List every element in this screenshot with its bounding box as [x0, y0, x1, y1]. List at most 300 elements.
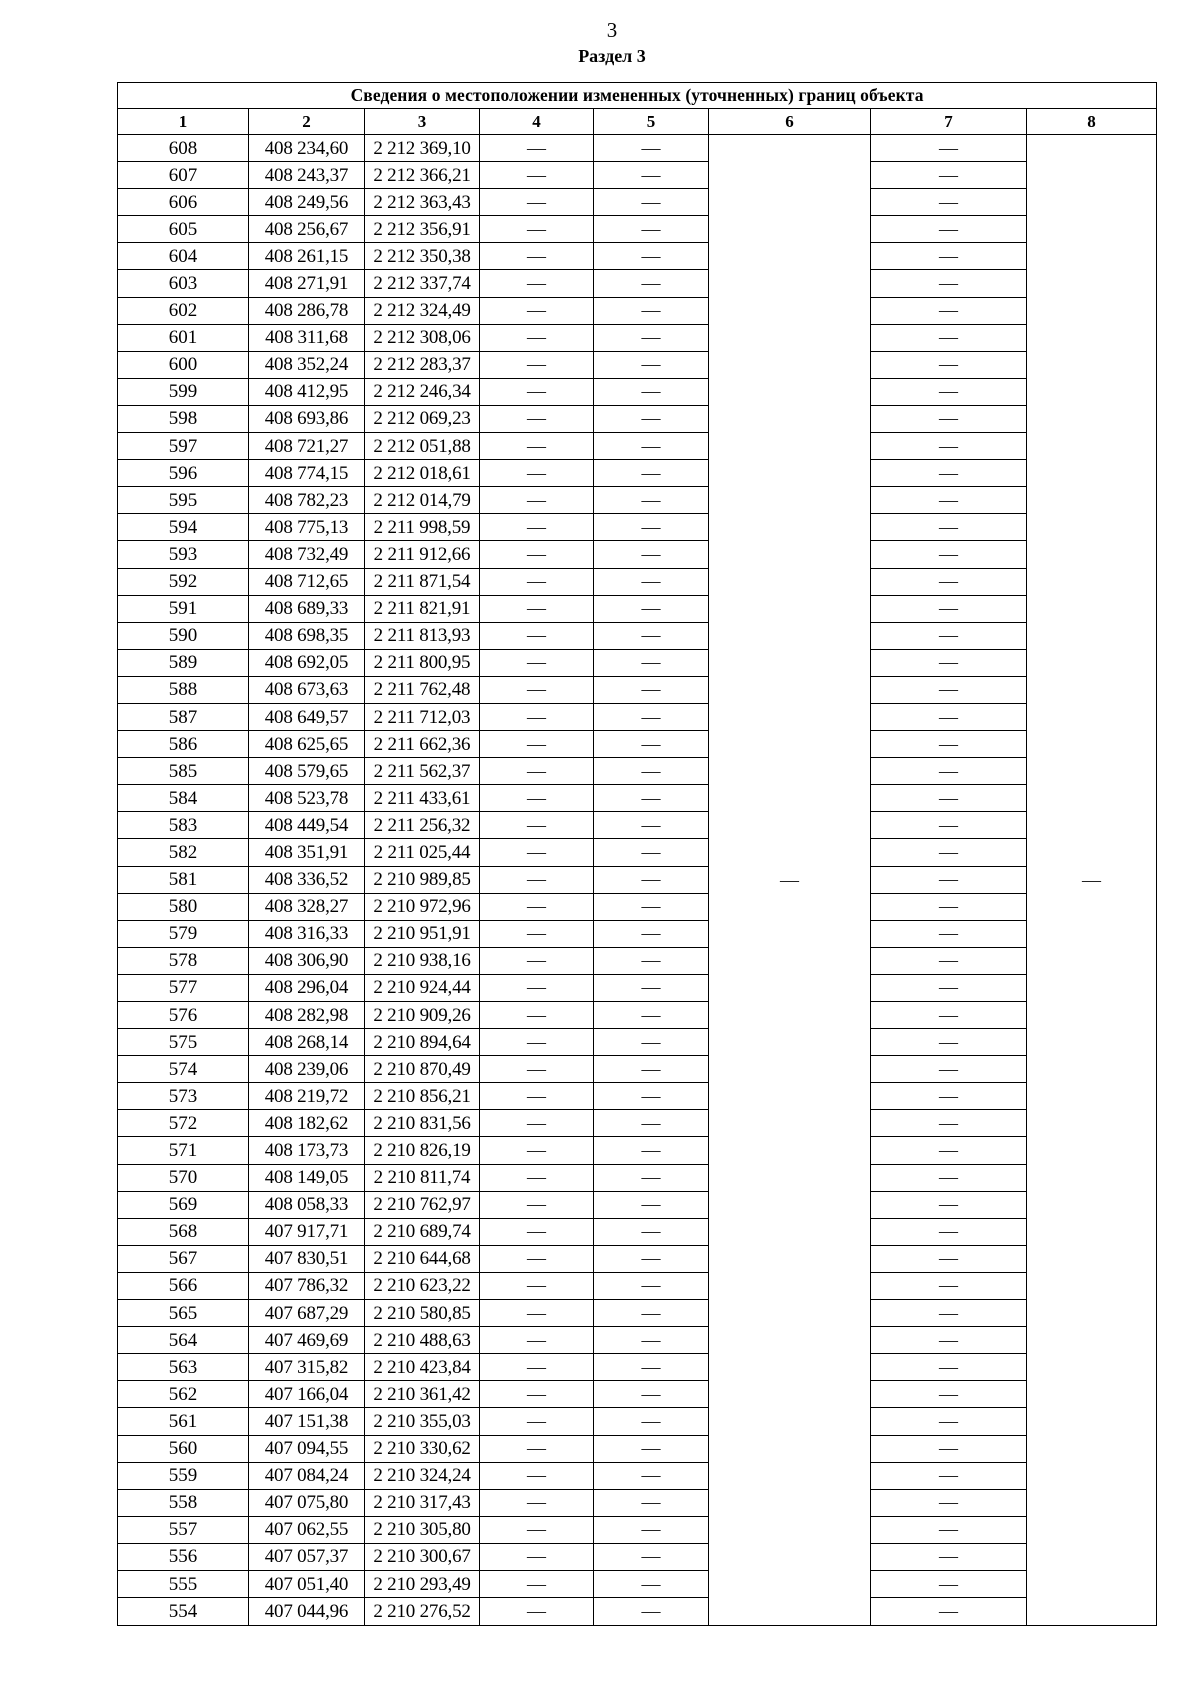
y-coordinate-cell: 2 211 662,36: [365, 731, 480, 758]
x-coordinate-cell: 407 062,55: [249, 1516, 365, 1543]
column-7-cell: —: [871, 189, 1027, 216]
x-coordinate-cell: 408 351,91: [249, 839, 365, 866]
column-4-cell: —: [480, 216, 594, 243]
y-coordinate-cell: 2 210 317,43: [365, 1489, 480, 1516]
column-5-cell: —: [594, 216, 709, 243]
x-coordinate-cell: 407 044,96: [249, 1598, 365, 1626]
x-coordinate-cell: 408 243,37: [249, 162, 365, 189]
table-row: [118, 866, 1157, 893]
point-number-cell: 555: [118, 1570, 249, 1597]
point-number-cell: 571: [118, 1137, 249, 1164]
column-7-cell: —: [871, 270, 1027, 297]
column-5-cell: —: [594, 405, 709, 432]
x-coordinate-cell: 408 239,06: [249, 1056, 365, 1083]
column-7-cell: —: [871, 1516, 1027, 1543]
section-title: Раздел 3: [578, 46, 646, 66]
y-coordinate-cell: 2 212 363,43: [365, 189, 480, 216]
point-number-cell: 572: [118, 1110, 249, 1137]
column-7-cell: —: [871, 1570, 1027, 1597]
column-7-cell: —: [871, 947, 1027, 974]
column-number-1: 1: [118, 109, 249, 135]
column-7-cell: —: [871, 676, 1027, 703]
column-7-cell: —: [871, 703, 1027, 730]
y-coordinate-cell: 2 210 989,85: [365, 866, 480, 893]
table-row: [118, 433, 1157, 460]
column-5-cell: —: [594, 433, 709, 460]
point-number-cell: 587: [118, 703, 249, 730]
table-row: [118, 974, 1157, 1001]
table-row: [118, 1516, 1157, 1543]
column-7-cell: —: [871, 216, 1027, 243]
table-row: [118, 1300, 1157, 1327]
column-7-cell: —: [871, 1191, 1027, 1218]
column-5-cell: —: [594, 785, 709, 812]
caption-row: [118, 83, 1157, 109]
column-5-cell: —: [594, 1327, 709, 1354]
column-7-cell: —: [871, 1272, 1027, 1299]
column-4-cell: —: [480, 1381, 594, 1408]
y-coordinate-cell: 2 211 821,91: [365, 595, 480, 622]
column-4-cell: —: [480, 405, 594, 432]
x-coordinate-cell: 408 296,04: [249, 974, 365, 1001]
column-5-cell: —: [594, 866, 709, 893]
table-row: [118, 1164, 1157, 1191]
point-number-cell: 595: [118, 487, 249, 514]
column-7-cell: —: [871, 162, 1027, 189]
column-4-cell: —: [480, 324, 594, 351]
table-row: [118, 1110, 1157, 1137]
column-4-cell: —: [480, 270, 594, 297]
point-number-cell: 562: [118, 1381, 249, 1408]
table-row: [118, 135, 1157, 162]
point-number-cell: 570: [118, 1164, 249, 1191]
point-number-cell: 591: [118, 595, 249, 622]
column-4-cell: —: [480, 297, 594, 324]
point-number-cell: 566: [118, 1272, 249, 1299]
point-number-cell: 604: [118, 243, 249, 270]
table-row: [118, 1272, 1157, 1299]
point-number-cell: 584: [118, 785, 249, 812]
table-row: [118, 622, 1157, 649]
y-coordinate-cell: 2 210 894,64: [365, 1029, 480, 1056]
x-coordinate-cell: 408 649,57: [249, 703, 365, 730]
column-5-cell: —: [594, 1462, 709, 1489]
y-coordinate-cell: 2 210 423,84: [365, 1354, 480, 1381]
point-number-cell: 567: [118, 1245, 249, 1272]
table-row: [118, 1056, 1157, 1083]
point-number-cell: 568: [118, 1218, 249, 1245]
table-row: [118, 351, 1157, 378]
column-4-cell: —: [480, 1327, 594, 1354]
column-4-cell: —: [480, 866, 594, 893]
y-coordinate-cell: 2 212 246,34: [365, 378, 480, 405]
y-coordinate-cell: 2 210 811,74: [365, 1164, 480, 1191]
column-number-6: 6: [709, 109, 871, 135]
column-5-cell: —: [594, 1408, 709, 1435]
x-coordinate-cell: 407 075,80: [249, 1489, 365, 1516]
x-coordinate-cell: 408 336,52: [249, 866, 365, 893]
column-4-cell: —: [480, 1543, 594, 1570]
column-7-cell: —: [871, 1137, 1027, 1164]
table-row: [118, 1002, 1157, 1029]
point-number-cell: 588: [118, 676, 249, 703]
column-5-cell: —: [594, 1002, 709, 1029]
point-number-cell: 579: [118, 920, 249, 947]
point-number-cell: 556: [118, 1543, 249, 1570]
point-number-cell: 564: [118, 1327, 249, 1354]
x-coordinate-cell: 407 151,38: [249, 1408, 365, 1435]
y-coordinate-cell: 2 210 355,03: [365, 1408, 480, 1435]
table-row: [118, 378, 1157, 405]
x-coordinate-cell: 407 084,24: [249, 1462, 365, 1489]
column-4-cell: —: [480, 1408, 594, 1435]
table-row: [118, 297, 1157, 324]
y-coordinate-cell: 2 211 025,44: [365, 839, 480, 866]
point-number-cell: 590: [118, 622, 249, 649]
column-4-cell: —: [480, 1029, 594, 1056]
x-coordinate-cell: 408 352,24: [249, 351, 365, 378]
column-7-cell: —: [871, 1598, 1027, 1626]
column-6-merged-cell: —: [709, 135, 871, 1626]
x-coordinate-cell: 407 469,69: [249, 1327, 365, 1354]
point-number-cell: 586: [118, 731, 249, 758]
column-5-cell: —: [594, 1029, 709, 1056]
column-5-cell: —: [594, 1598, 709, 1626]
column-7-cell: —: [871, 541, 1027, 568]
column-number-8: 8: [1027, 109, 1157, 135]
column-5-cell: —: [594, 839, 709, 866]
x-coordinate-cell: 408 721,27: [249, 433, 365, 460]
point-number-cell: 599: [118, 378, 249, 405]
x-coordinate-cell: 408 182,62: [249, 1110, 365, 1137]
column-5-cell: —: [594, 1489, 709, 1516]
y-coordinate-cell: 2 212 324,49: [365, 297, 480, 324]
point-number-cell: 569: [118, 1191, 249, 1218]
column-4-cell: —: [480, 1516, 594, 1543]
table-row: [118, 1218, 1157, 1245]
x-coordinate-cell: 408 712,65: [249, 568, 365, 595]
x-coordinate-cell: 408 732,49: [249, 541, 365, 568]
column-4-cell: —: [480, 135, 594, 162]
column-5-cell: —: [594, 162, 709, 189]
column-5-cell: —: [594, 731, 709, 758]
column-5-cell: —: [594, 243, 709, 270]
column-5-cell: —: [594, 487, 709, 514]
column-number-4: 4: [480, 109, 594, 135]
column-7-cell: —: [871, 1381, 1027, 1408]
column-7-cell: —: [871, 785, 1027, 812]
column-7-cell: —: [871, 243, 1027, 270]
table-body: [118, 135, 1157, 1626]
column-4-cell: —: [480, 893, 594, 920]
column-7-cell: —: [871, 1002, 1027, 1029]
x-coordinate-cell: 407 786,32: [249, 1272, 365, 1299]
x-coordinate-cell: 408 249,56: [249, 189, 365, 216]
x-coordinate-cell: 408 173,73: [249, 1137, 365, 1164]
point-number-cell: 565: [118, 1300, 249, 1327]
column-4-cell: —: [480, 1598, 594, 1626]
point-number-cell: 563: [118, 1354, 249, 1381]
column-4-cell: —: [480, 378, 594, 405]
x-coordinate-cell: 408 774,15: [249, 460, 365, 487]
x-coordinate-cell: 408 261,15: [249, 243, 365, 270]
y-coordinate-cell: 2 212 051,88: [365, 433, 480, 460]
page-number: 3: [606, 18, 618, 42]
column-7-cell: —: [871, 1489, 1027, 1516]
x-coordinate-cell: 408 311,68: [249, 324, 365, 351]
column-7-cell: —: [871, 731, 1027, 758]
y-coordinate-cell: 2 210 924,44: [365, 974, 480, 1001]
column-4-cell: —: [480, 1272, 594, 1299]
table-row: [118, 920, 1157, 947]
y-coordinate-cell: 2 211 256,32: [365, 812, 480, 839]
x-coordinate-cell: 407 830,51: [249, 1245, 365, 1272]
column-5-cell: —: [594, 1300, 709, 1327]
column-5-cell: —: [594, 595, 709, 622]
y-coordinate-cell: 2 211 712,03: [365, 703, 480, 730]
x-coordinate-cell: 408 268,14: [249, 1029, 365, 1056]
table-row: [118, 568, 1157, 595]
table-row: [118, 189, 1157, 216]
column-5-cell: —: [594, 514, 709, 541]
column-7-cell: —: [871, 1300, 1027, 1327]
table-row: [118, 1435, 1157, 1462]
x-coordinate-cell: 408 673,63: [249, 676, 365, 703]
point-number-cell: 557: [118, 1516, 249, 1543]
table-row: [118, 1543, 1157, 1570]
column-4-cell: —: [480, 839, 594, 866]
table-row: [118, 460, 1157, 487]
column-5-cell: —: [594, 568, 709, 595]
column-4-cell: —: [480, 541, 594, 568]
table-row: [118, 1245, 1157, 1272]
table-row: [118, 1083, 1157, 1110]
point-number-cell: 581: [118, 866, 249, 893]
column-7-cell: —: [871, 378, 1027, 405]
y-coordinate-cell: 2 210 293,49: [365, 1570, 480, 1597]
table-row: [118, 785, 1157, 812]
y-coordinate-cell: 2 210 870,49: [365, 1056, 480, 1083]
column-7-cell: —: [871, 324, 1027, 351]
y-coordinate-cell: 2 210 856,21: [365, 1083, 480, 1110]
column-7-cell: —: [871, 297, 1027, 324]
column-4-cell: —: [480, 1002, 594, 1029]
column-4-cell: —: [480, 622, 594, 649]
point-number-cell: 605: [118, 216, 249, 243]
column-4-cell: —: [480, 1083, 594, 1110]
column-5-cell: —: [594, 1543, 709, 1570]
column-7-cell: —: [871, 595, 1027, 622]
table-row: [118, 731, 1157, 758]
column-4-cell: —: [480, 1570, 594, 1597]
table-row: [118, 1570, 1157, 1597]
y-coordinate-cell: 2 212 366,21: [365, 162, 480, 189]
y-coordinate-cell: 2 210 644,68: [365, 1245, 480, 1272]
column-5-cell: —: [594, 920, 709, 947]
x-coordinate-cell: 408 523,78: [249, 785, 365, 812]
table-row: [118, 216, 1157, 243]
x-coordinate-cell: 408 689,33: [249, 595, 365, 622]
column-5-cell: —: [594, 622, 709, 649]
y-coordinate-cell: 2 210 324,24: [365, 1462, 480, 1489]
column-8-merged-cell: —: [1027, 135, 1157, 1626]
y-coordinate-cell: 2 210 831,56: [365, 1110, 480, 1137]
column-5-cell: —: [594, 135, 709, 162]
column-number-2: 2: [249, 109, 365, 135]
x-coordinate-cell: 408 058,33: [249, 1191, 365, 1218]
column-5-cell: —: [594, 1516, 709, 1543]
table-row: [118, 676, 1157, 703]
column-5-cell: —: [594, 1110, 709, 1137]
column-7-cell: —: [871, 812, 1027, 839]
x-coordinate-cell: 408 306,90: [249, 947, 365, 974]
column-4-cell: —: [480, 974, 594, 1001]
column-number-5: 5: [594, 109, 709, 135]
column-number-7: 7: [871, 109, 1027, 135]
column-7-cell: —: [871, 1462, 1027, 1489]
point-number-cell: 603: [118, 270, 249, 297]
column-4-cell: —: [480, 568, 594, 595]
y-coordinate-cell: 2 212 283,37: [365, 351, 480, 378]
column-5-cell: —: [594, 297, 709, 324]
y-coordinate-cell: 2 210 938,16: [365, 947, 480, 974]
column-4-cell: —: [480, 1191, 594, 1218]
y-coordinate-cell: 2 210 689,74: [365, 1218, 480, 1245]
point-number-cell: 585: [118, 758, 249, 785]
y-coordinate-cell: 2 210 623,22: [365, 1272, 480, 1299]
table-header: [118, 83, 1157, 135]
y-coordinate-cell: 2 212 014,79: [365, 487, 480, 514]
column-5-cell: —: [594, 974, 709, 1001]
column-5-cell: —: [594, 703, 709, 730]
point-number-cell: 602: [118, 297, 249, 324]
x-coordinate-cell: 407 051,40: [249, 1570, 365, 1597]
column-4-cell: —: [480, 595, 594, 622]
point-number-cell: 607: [118, 162, 249, 189]
column-7-cell: —: [871, 1164, 1027, 1191]
x-coordinate-cell: 408 412,95: [249, 378, 365, 405]
column-7-cell: —: [871, 649, 1027, 676]
column-7-cell: —: [871, 1218, 1027, 1245]
column-4-cell: —: [480, 1489, 594, 1516]
y-coordinate-cell: 2 210 488,63: [365, 1327, 480, 1354]
column-7-cell: —: [871, 487, 1027, 514]
point-number-cell: 601: [118, 324, 249, 351]
point-number-cell: 597: [118, 433, 249, 460]
column-7-cell: —: [871, 433, 1027, 460]
table-row: [118, 162, 1157, 189]
x-coordinate-cell: 408 271,91: [249, 270, 365, 297]
column-5-cell: —: [594, 1354, 709, 1381]
point-number-cell: 574: [118, 1056, 249, 1083]
column-4-cell: —: [480, 785, 594, 812]
column-4-cell: —: [480, 1056, 594, 1083]
column-5-cell: —: [594, 812, 709, 839]
table-row: [118, 1598, 1157, 1626]
point-number-cell: 576: [118, 1002, 249, 1029]
column-5-cell: —: [594, 189, 709, 216]
x-coordinate-cell: 408 328,27: [249, 893, 365, 920]
point-number-cell: 573: [118, 1083, 249, 1110]
x-coordinate-cell: 408 234,60: [249, 135, 365, 162]
point-number-cell: 554: [118, 1598, 249, 1626]
column-4-cell: —: [480, 487, 594, 514]
column-4-cell: —: [480, 1164, 594, 1191]
table-row: [118, 1137, 1157, 1164]
column-4-cell: —: [480, 649, 594, 676]
column-7-cell: —: [871, 460, 1027, 487]
y-coordinate-cell: 2 210 762,97: [365, 1191, 480, 1218]
column-7-cell: —: [871, 1110, 1027, 1137]
column-5-cell: —: [594, 676, 709, 703]
column-5-cell: —: [594, 1083, 709, 1110]
column-7-cell: —: [871, 1245, 1027, 1272]
column-5-cell: —: [594, 758, 709, 785]
column-7-cell: —: [871, 758, 1027, 785]
column-4-cell: —: [480, 1354, 594, 1381]
y-coordinate-cell: 2 212 356,91: [365, 216, 480, 243]
table-row: [118, 649, 1157, 676]
x-coordinate-cell: 408 449,54: [249, 812, 365, 839]
point-number-cell: 561: [118, 1408, 249, 1435]
table-caption: Сведения о местоположении измененных (уточненных) границ объекта: [118, 83, 1157, 109]
y-coordinate-cell: 2 211 800,95: [365, 649, 480, 676]
column-5-cell: —: [594, 1381, 709, 1408]
x-coordinate-cell: 408 692,05: [249, 649, 365, 676]
y-coordinate-cell: 2 210 305,80: [365, 1516, 480, 1543]
y-coordinate-cell: 2 210 276,52: [365, 1598, 480, 1626]
column-4-cell: —: [480, 514, 594, 541]
column-7-cell: —: [871, 1327, 1027, 1354]
table-row: [118, 947, 1157, 974]
y-coordinate-cell: 2 210 361,42: [365, 1381, 480, 1408]
column-4-cell: —: [480, 1300, 594, 1327]
column-4-cell: —: [480, 676, 594, 703]
column-7-cell: —: [871, 1354, 1027, 1381]
table-row: [118, 1354, 1157, 1381]
column-4-cell: —: [480, 189, 594, 216]
column-4-cell: —: [480, 731, 594, 758]
column-7-cell: —: [871, 514, 1027, 541]
column-5-cell: —: [594, 1570, 709, 1597]
column-4-cell: —: [480, 1462, 594, 1489]
column-7-cell: —: [871, 1029, 1027, 1056]
column-4-cell: —: [480, 162, 594, 189]
table-row: [118, 324, 1157, 351]
column-4-cell: —: [480, 758, 594, 785]
column-7-cell: —: [871, 839, 1027, 866]
column-5-cell: —: [594, 1056, 709, 1083]
column-7-cell: —: [871, 974, 1027, 1001]
column-4-cell: —: [480, 812, 594, 839]
point-number-cell: 559: [118, 1462, 249, 1489]
y-coordinate-cell: 2 210 826,19: [365, 1137, 480, 1164]
table-row: [118, 893, 1157, 920]
column-4-cell: —: [480, 920, 594, 947]
column-4-cell: —: [480, 460, 594, 487]
y-coordinate-cell: 2 212 069,23: [365, 405, 480, 432]
y-coordinate-cell: 2 212 018,61: [365, 460, 480, 487]
column-4-cell: —: [480, 947, 594, 974]
y-coordinate-cell: 2 211 998,59: [365, 514, 480, 541]
point-number-cell: 596: [118, 460, 249, 487]
column-4-cell: —: [480, 243, 594, 270]
column-4-cell: —: [480, 1137, 594, 1164]
y-coordinate-cell: 2 210 300,67: [365, 1543, 480, 1570]
column-7-cell: —: [871, 866, 1027, 893]
y-coordinate-cell: 2 211 871,54: [365, 568, 480, 595]
column-5-cell: —: [594, 1245, 709, 1272]
